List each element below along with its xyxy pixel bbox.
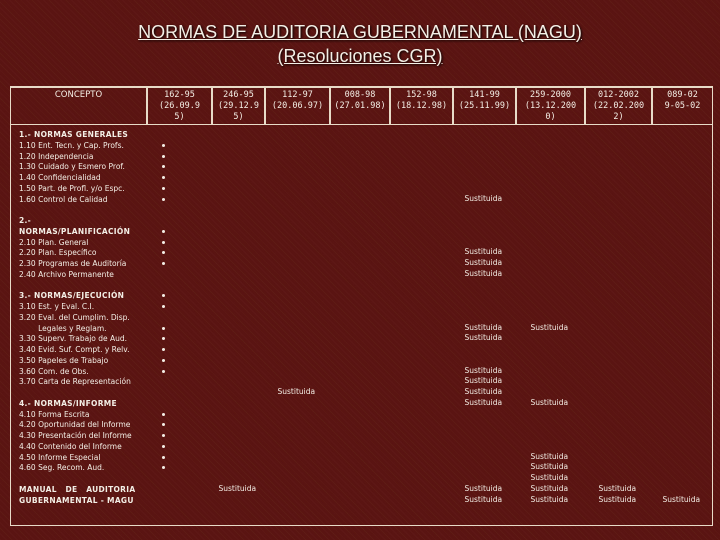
sustituida-label: Sustituida xyxy=(530,462,569,472)
bullet-mark xyxy=(162,230,165,233)
header-line: 162-95 xyxy=(164,90,195,100)
header-line: 112-97 xyxy=(282,90,313,100)
section-heading: GUBERNAMENTAL - MAGU xyxy=(19,495,134,505)
section-heading: 2.- xyxy=(19,216,32,225)
bullet-mark xyxy=(162,370,165,373)
bullet-mark xyxy=(162,327,165,330)
header-line: 152-98 xyxy=(406,90,437,100)
sustituida-label: Sustituida xyxy=(464,376,503,386)
bullet-mark xyxy=(162,445,165,448)
section-heading: 4.- NORMAS/INFORME xyxy=(19,398,117,408)
section-heading: 3.- NORMAS/EJECUCIÓN xyxy=(19,291,125,301)
list-item: 1.60 Control de Calidad xyxy=(19,194,108,204)
sustituida-label: Sustituida xyxy=(277,387,316,396)
list-item: 3.20 Eval. del Cumplim. Disp. xyxy=(19,312,130,322)
header-line: (29.12.9 xyxy=(218,101,259,111)
sustituida-label: Sustituida xyxy=(464,387,503,396)
list-item: 4.20 Oportunidad del Informe xyxy=(19,420,131,430)
sustituida-label: Sustituida xyxy=(662,494,701,504)
sustituida-label: Sustituida xyxy=(530,473,569,482)
bullet-mark xyxy=(162,241,165,244)
list-item: Legales y Reglam. xyxy=(19,323,107,333)
sustituida-label: Sustituida xyxy=(218,483,257,493)
header-resolution-5 xyxy=(390,87,453,125)
header-line: 259-2000 xyxy=(530,90,571,100)
header-line: (22.02.200 xyxy=(592,101,645,111)
list-item: 1.20 Independencia xyxy=(19,151,94,161)
bullet-mark xyxy=(162,198,165,201)
header-resolution-4 xyxy=(330,87,390,125)
bullet-mark xyxy=(162,413,165,416)
list-item: 1.30 Cuidado y Esmero Prof. xyxy=(19,162,125,172)
sustituida-label: Sustituida xyxy=(464,247,503,257)
header-line: (26.09.9 xyxy=(159,101,200,111)
sustituida-label: Sustituida xyxy=(464,258,503,267)
header-resolution-1 xyxy=(147,87,212,125)
header-resolution-6 xyxy=(453,87,516,125)
sustituida-label: Sustituida xyxy=(530,483,569,493)
sustituida-label: Sustituida xyxy=(464,268,503,278)
bullet-mark xyxy=(162,262,165,265)
header-line: 2) xyxy=(613,112,624,122)
header-line: 9-05-02 xyxy=(664,101,701,111)
sustituida-label: Sustituida xyxy=(464,365,503,375)
sustituida-label: Sustituida xyxy=(464,483,503,493)
header-resolution-9 xyxy=(652,87,713,125)
list-item: 3.70 Carta de Representación xyxy=(19,377,131,387)
list-item: 3.40 Evid. Suf. Compt. y Relv. xyxy=(19,345,130,354)
list-item: 4.40 Contenido del Informe xyxy=(19,441,122,451)
bullet-mark xyxy=(162,305,165,308)
list-item: 2.10 Plan. General xyxy=(19,237,89,247)
header-line: (25.11.99) xyxy=(458,101,511,111)
list-item: 4.30 Presentación del Informe xyxy=(19,431,132,440)
sustituida-label: Sustituida xyxy=(464,193,503,203)
list-item: 4.50 Informe Especial xyxy=(19,452,101,462)
bullet-mark xyxy=(162,155,165,158)
sustituida-label: Sustituida xyxy=(464,322,503,332)
header-line: 012-2002 xyxy=(598,90,639,100)
bullet-mark xyxy=(162,359,165,362)
list-item: 1.50 Part. de Profl. y/o Espc. xyxy=(19,183,125,193)
list-item: 3.60 Com. de Obs. xyxy=(19,366,89,376)
sustituida-label: Sustituida xyxy=(464,494,503,504)
header-line: (18.12.98) xyxy=(395,101,448,111)
sustituida-label: Sustituida xyxy=(598,483,637,493)
page-title: NORMAS DE AUDITORIA GUBERNAMENTAL (NAGU) xyxy=(138,22,582,42)
sustituida-label: Sustituida xyxy=(530,494,569,504)
header-line: 5) xyxy=(174,112,185,122)
header-line: 008-98 xyxy=(344,90,376,100)
bullet-mark xyxy=(162,434,165,437)
sustituida-label: Sustituida xyxy=(464,333,503,343)
section-heading: NORMAS/PLANIFICACIÓN xyxy=(19,226,131,236)
sustituida-label: Sustituida xyxy=(530,451,569,461)
bullet-mark xyxy=(162,176,165,179)
list-item: 1.40 Confidencialidad xyxy=(19,173,101,182)
page-subtitle: (Resoluciones CGR) xyxy=(277,46,443,66)
header-line: 089-02 xyxy=(667,90,698,100)
header-line: 0) xyxy=(545,112,556,122)
header-line: (27.01.98) xyxy=(334,101,386,111)
bullet-mark xyxy=(162,187,165,190)
header-resolution-2 xyxy=(212,87,265,125)
bullet-mark xyxy=(162,348,165,351)
section-heading: MANUAL DE AUDITORIA xyxy=(19,484,136,494)
list-item: 2.30 Programas de Auditoría xyxy=(19,259,127,268)
header-line: 246-95 xyxy=(223,90,254,100)
header-line: (20.06.97) xyxy=(271,101,324,111)
list-item: 4.60 Seg. Recom. Aud. xyxy=(19,463,105,473)
header-resolution-3 xyxy=(265,87,330,125)
bullet-mark xyxy=(162,144,165,147)
list-item: 2.40 Archivo Permanente xyxy=(19,269,114,279)
bullet-mark xyxy=(162,456,165,459)
sustituida-label: Sustituida xyxy=(530,397,569,407)
list-item: 3.50 Papeles de Trabajo xyxy=(19,355,109,365)
header-line: (13.12.200 xyxy=(524,101,577,111)
header-resolution-8 xyxy=(585,87,652,125)
sustituida-label: Sustituida xyxy=(530,322,569,332)
list-item: 1.10 Ent. Tecn. y Cap. Profs. xyxy=(19,140,124,150)
list-item: 3.10 Est. y Eval. C.I. xyxy=(19,302,95,311)
header-line: 141-99 xyxy=(469,90,500,100)
list-item: 4.10 Forma Escrita xyxy=(19,409,90,419)
sustituida-label: Sustituida xyxy=(464,397,503,407)
section-heading: 1.- NORMAS GENERALES xyxy=(19,130,129,139)
header-concepto: CONCEPTO xyxy=(10,87,147,125)
header-line: 5) xyxy=(233,112,244,122)
list-item: 2.20 Plan. Específico xyxy=(19,248,97,258)
header-resolution-7 xyxy=(516,87,585,125)
sustituida-label: Sustituida xyxy=(598,494,637,504)
list-item: 3.30 Superv. Trabajo de Aud. xyxy=(19,334,128,344)
norms-table xyxy=(10,86,713,526)
